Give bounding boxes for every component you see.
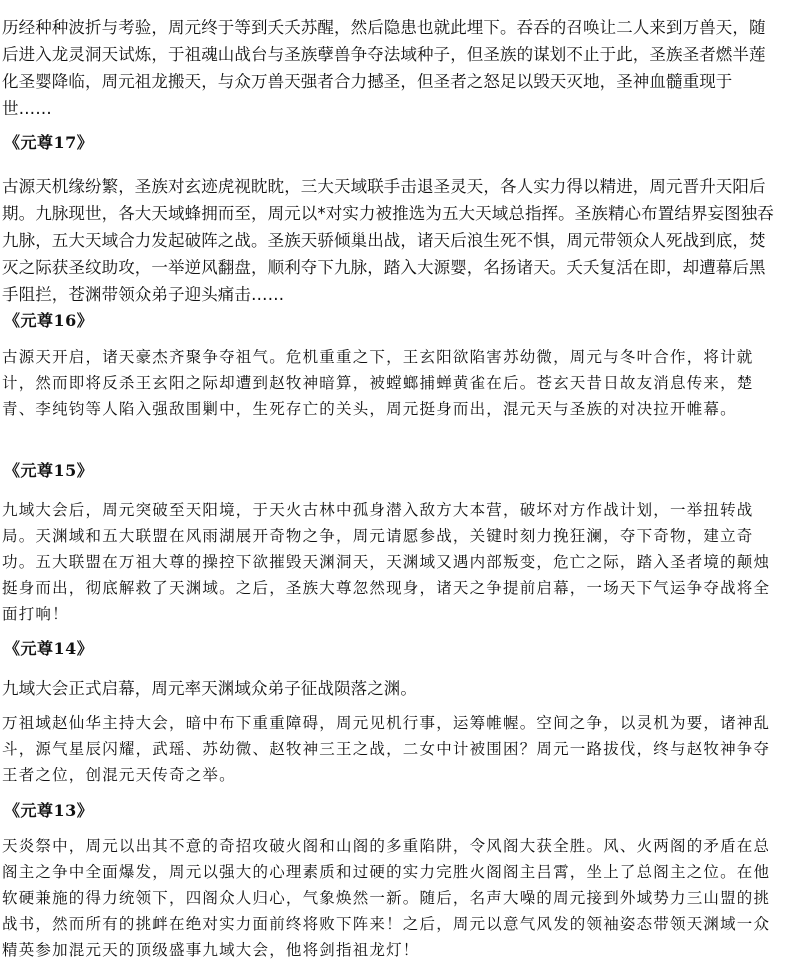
paragraph-yuanzun-17: 古源天机缘纷繁，圣族对玄迹虎视眈眈，三大天域联手击退圣灵天，各人实力得以精进，周元晋升天阳后期。九脉现世，各大天域蜂拥而至，周元以*对实力被推选为五大天域总指挥。圣族精心布置结界妄图独吞九脉，五大天域合力发起破阵之战。圣族天骄倾巢出战，诸天后浪生死不惧，周元带领众人死战到底，焚灭之际获圣纹助攻，一举逆风翻盘，顺利夺下九脉，踏入大源婴，名扬诸天。夭夭复活在即，却遭幕后黑手阻拦，苍渊带领众弟子迎头痛击…… xyxy=(2,177,774,304)
intro-paragraph: 历经种种波折与考验，周元终于等到夭夭苏醒，然后隐患也就此埋下。吞吞的召唤让二人来到万兽天，随后进入龙灵洞天试炼，于祖魂山战台与圣族孽兽争夺法域种子，但圣族的谋划不止于此，圣族圣者燃半莲化圣婴降临，周元祖龙搬天，与众万兽天强者合力撼圣，但圣者之怒足以毁天灭地，圣神血髓重现于世…… xyxy=(2,18,766,118)
paragraph-yuanzun-15: 九域大会后，周元突破至天阳境，于天火古林中孤身潜入敌方大本营，破坏对方作战计划，一举扭转战局。天渊域和五大联盟在风雨湖展开奇物之争，周元请愿参战，关键时刻力挽狂澜，夺下奇物，建立奇功。五大联盟在万祖大尊的操控下欲摧毁天渊洞天，天渊域又遇内部叛变，危亡之际，踏入圣者境的颠烛挺身而出，彻底解救了天渊域。之后，圣族大尊忽然现身，诸天之争提前启幕，一场天下气运争夺战将全面打响！ xyxy=(2,501,771,623)
heading-yuanzun-14: 《元尊14》 xyxy=(4,639,94,658)
heading-yuanzun-13: 《元尊13》 xyxy=(4,801,94,820)
cropped-heading-fragment xyxy=(4,0,64,3)
paragraph-yuanzun-14-intro: 九域大会正式启幕，周元率天渊域众弟子征战陨落之渊。 xyxy=(2,679,417,698)
paragraph-yuanzun-14: 万祖域赵仙华主持大会，暗中布下重重障碍，周元见机行事，运筹帷幄。空间之争，以灵机为要，诸神乱斗，源气星辰闪耀，武瑶、苏幼微、赵牧神三王之战，二女中计被围困？周元一路拔伐，终与赵牧神争夺王者之位，创混元天传奇之举。 xyxy=(2,714,771,784)
heading-yuanzun-16: 《元尊16》 xyxy=(4,311,94,330)
paragraph-yuanzun-13: 天炎祭中，周元以出其不意的奇招攻破火阁和山阁的多重陷阱，令风阁大获全胜。风、火两阁的矛盾在总阁主之争中全面爆发，周元以强大的心理素质和过硬的实力完胜火阁阁主吕霄，坐上了总阁主之位。在他软硬兼施的得力统领下，四阁众人归心，气象焕然一新。随后，名声大噪的周元接到外域势力三山盟的挑战书，然而所有的挑衅在绝对实力面前终将败下阵来！之后，周元以意气风发的领袖姿态带领天渊域一众精英参加混元天的顶级盛事九域大会，他将剑指祖龙灯！ xyxy=(2,837,771,959)
heading-yuanzun-17: 《元尊17》 xyxy=(4,133,94,152)
heading-yuanzun-15: 《元尊15》 xyxy=(4,461,94,480)
paragraph-yuanzun-16: 古源天开启，诸天豪杰齐聚争夺祖气。危机重重之下，王玄阳欲陷害苏幼微，周元与冬叶合作，将计就计，然而即将反杀王玄阳之际却遭到赵牧神暗算，被螳螂捕蝉黄雀在后。苍玄天昔日故友消息传来，楚青、李纯钧等人陷入强敌围剿中，生死存亡的关头，周元挺身而出，混元天与圣族的对决拉开帷幕。 xyxy=(2,348,754,418)
